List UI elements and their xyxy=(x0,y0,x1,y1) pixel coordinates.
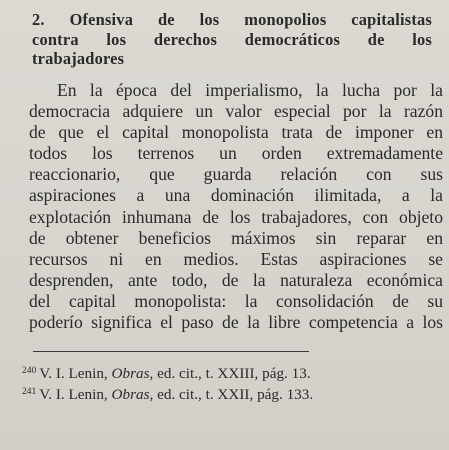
paragraph-line: desprenden, ante todo, de la naturaleza económica xyxy=(29,269,443,290)
footnotes xyxy=(22,362,422,404)
paragraph-line: explotación inhumana de los trabajadores, con objeto xyxy=(29,206,443,227)
footnote-240 xyxy=(22,362,422,383)
paragraph-line: todos los terrenos un orden extremadamente xyxy=(29,143,443,164)
heading-line: 2. Ofensiva de los monopolios capitalistas xyxy=(32,10,432,29)
footnote-number: 240 xyxy=(22,366,37,376)
heading-line: trabajadores xyxy=(32,49,125,68)
footnote-divider xyxy=(33,351,309,352)
footnote-number: 241 xyxy=(22,387,37,397)
paragraph-line: de que el capital monopolista trata de imponer en xyxy=(29,122,443,143)
paragraph-line: del capital monopolista: la consolidación de su xyxy=(29,290,443,311)
footnote-author: V. I. Lenin, xyxy=(39,365,108,382)
footnote-reference: ed. cit., t. XXIII, pág. 13. xyxy=(157,365,311,382)
paragraph-line: poderío significa el paso de la libre competencia a los xyxy=(29,312,443,333)
body-paragraph xyxy=(29,80,443,333)
footnote-work-title: Obras, xyxy=(111,365,154,382)
paragraph-line: democracia adquiere un valor especial por la razón xyxy=(29,101,443,122)
paragraph-line: reaccionario, que guarda relación con sus xyxy=(29,164,443,185)
paragraph-line: En la época del imperialismo, la lucha por la xyxy=(57,80,443,100)
footnote-author: V. I. Lenin, xyxy=(39,386,108,403)
footnote-241 xyxy=(22,383,422,404)
footnote-work-title: Obras, xyxy=(111,386,154,403)
paragraph-line: aspiraciones a una dominación ilimitada, a la xyxy=(29,185,443,206)
paragraph-line: de obtener beneficios máximos sin reparar en xyxy=(29,227,443,248)
section-heading xyxy=(32,10,432,69)
heading-line: contra los derechos democráticos de los xyxy=(32,29,432,49)
footnote-reference: ed. cit., t. XXII, pág. 133. xyxy=(157,386,314,403)
paragraph-line: recursos ni en medios. Estas aspiraciones se xyxy=(29,248,443,269)
